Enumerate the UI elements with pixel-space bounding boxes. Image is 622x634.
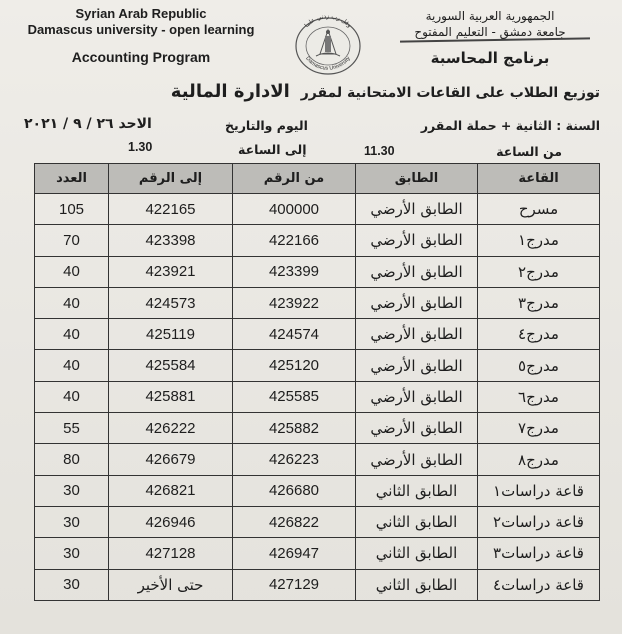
arabic-program-name: برنامج المحاسبة xyxy=(430,49,550,67)
table-row xyxy=(35,475,600,506)
arabic-country-name: الجمهورية العربية السورية xyxy=(425,9,555,23)
count-cell: 30 xyxy=(35,506,109,537)
count-cell: 40 xyxy=(35,350,109,381)
table-row xyxy=(35,225,600,256)
table-row xyxy=(35,413,600,444)
header-from-number: من الرقم xyxy=(233,164,356,194)
count-cell: 40 xyxy=(35,381,109,412)
table-row xyxy=(35,350,600,381)
university-logo xyxy=(290,10,366,76)
to-number-cell: 427128 xyxy=(109,538,233,569)
to-number-cell: 426679 xyxy=(109,444,233,475)
count-cell: 40 xyxy=(35,287,109,318)
header-floor: الطابق xyxy=(356,164,478,194)
count-cell: 30 xyxy=(35,475,109,506)
count-cell: 55 xyxy=(35,413,109,444)
english-program-name: Accounting Program xyxy=(71,49,211,65)
to-number-cell: 426821 xyxy=(109,475,233,506)
table-row xyxy=(35,569,600,600)
to-time-label: إلى الساعة xyxy=(238,142,307,157)
day-date-value: الاحد ٢٦ / ٩ / ٢٠٢١ xyxy=(24,116,152,132)
to-time-value: 1.30 xyxy=(128,140,153,154)
table-row xyxy=(35,538,600,569)
from-number-cell: 426680 xyxy=(233,475,356,506)
hall-cell: قاعة دراسات١ xyxy=(478,475,600,506)
header-to-number: إلى الرقم xyxy=(109,164,233,194)
count-cell: 70 xyxy=(35,225,109,256)
count-cell: 30 xyxy=(35,538,109,569)
floor-cell: الطابق الأرضي xyxy=(356,413,478,444)
hall-cell: مدرج١ xyxy=(478,225,600,256)
floor-cell: الطابق الأرضي xyxy=(356,350,478,381)
hall-cell: مدرج٨ xyxy=(478,444,600,475)
to-number-cell: حتى الأخير xyxy=(109,569,233,600)
floor-cell: الطابق الثاني xyxy=(356,569,478,600)
table-row xyxy=(35,256,600,287)
header-hall: القاعة xyxy=(478,164,600,194)
hall-cell: مدرج٧ xyxy=(478,413,600,444)
hall-cell: قاعة دراسات٣ xyxy=(478,538,600,569)
hall-cell: قاعة دراسات٤ xyxy=(478,569,600,600)
floor-cell: الطابق الأرضي xyxy=(356,225,478,256)
english-university-name: Damascus university - open learning xyxy=(27,22,255,37)
logo-english-caption: Damascus University xyxy=(304,55,352,72)
to-number-cell: 426946 xyxy=(109,506,233,537)
table-header-row xyxy=(35,164,600,194)
table-row xyxy=(35,444,600,475)
count-cell: 40 xyxy=(35,319,109,350)
exam-halls-table xyxy=(34,163,600,601)
table-row xyxy=(35,319,600,350)
floor-cell: الطابق الأرضي xyxy=(356,319,478,350)
hall-cell: قاعة دراسات٢ xyxy=(478,506,600,537)
from-number-cell: 423922 xyxy=(233,287,356,318)
from-number-cell: 425585 xyxy=(233,381,356,412)
floor-cell: الطابق الأرضي xyxy=(356,287,478,318)
english-country-name: Syrian Arab Republic xyxy=(75,6,207,21)
count-cell: 105 xyxy=(35,194,109,225)
english-header xyxy=(6,6,276,66)
title-subject: الادارة المالية xyxy=(170,81,290,102)
from-number-cell: 424574 xyxy=(233,319,356,350)
from-number-cell: 422166 xyxy=(233,225,356,256)
floor-cell: الطابق الثاني xyxy=(356,475,478,506)
from-number-cell: 425120 xyxy=(233,350,356,381)
floor-cell: الطابق الأرضي xyxy=(356,256,478,287)
to-number-cell: 425119 xyxy=(109,319,233,350)
to-number-cell: 425881 xyxy=(109,381,233,412)
floor-cell: الطابق الأرضي xyxy=(356,194,478,225)
table-row xyxy=(35,194,600,225)
count-cell: 30 xyxy=(35,569,109,600)
document-title xyxy=(20,82,600,103)
from-number-cell: 426947 xyxy=(233,538,356,569)
floor-cell: الطابق الأرضي xyxy=(356,444,478,475)
table-row xyxy=(35,287,600,318)
to-number-cell: 422165 xyxy=(109,194,233,225)
hall-cell: مسرح xyxy=(478,194,600,225)
count-cell: 40 xyxy=(35,256,109,287)
from-number-cell: 400000 xyxy=(233,194,356,225)
floor-cell: الطابق الثاني xyxy=(356,506,478,537)
from-number-cell: 427129 xyxy=(233,569,356,600)
header-count: العدد xyxy=(35,164,109,194)
floor-cell: الطابق الثاني xyxy=(356,538,478,569)
to-number-cell: 423921 xyxy=(109,256,233,287)
from-time-label: من الساعة xyxy=(496,144,562,159)
floor-cell: الطابق الأرضي xyxy=(356,381,478,412)
hall-cell: مدرج٦ xyxy=(478,381,600,412)
hall-cell: مدرج٢ xyxy=(478,256,600,287)
table-row xyxy=(35,381,600,412)
to-number-cell: 423398 xyxy=(109,225,233,256)
arabic-university-name: جامعة دمشق - التعليم المفتوح xyxy=(414,25,566,39)
table-row xyxy=(35,506,600,537)
day-date-label: اليوم والتاريخ xyxy=(225,118,308,133)
to-number-cell: 424573 xyxy=(109,287,233,318)
count-cell: 80 xyxy=(35,444,109,475)
hall-cell: مدرج٥ xyxy=(478,350,600,381)
from-number-cell: 425882 xyxy=(233,413,356,444)
from-number-cell: 423399 xyxy=(233,256,356,287)
from-number-cell: 426822 xyxy=(233,506,356,537)
from-number-cell: 426223 xyxy=(233,444,356,475)
title-prefix: توزيع الطلاب على القاعات الامتحانية لمقرر xyxy=(300,85,600,101)
hall-cell: مدرج٣ xyxy=(478,287,600,318)
hall-cell: مدرج٤ xyxy=(478,319,600,350)
year-info: السنة : الثانية + حملة المقرر xyxy=(420,118,600,133)
to-number-cell: 426222 xyxy=(109,413,233,444)
to-number-cell: 425584 xyxy=(109,350,233,381)
from-time-value: 11.30 xyxy=(364,144,395,158)
logo-arabic-motto: وقل رب زدني علما xyxy=(303,12,353,29)
